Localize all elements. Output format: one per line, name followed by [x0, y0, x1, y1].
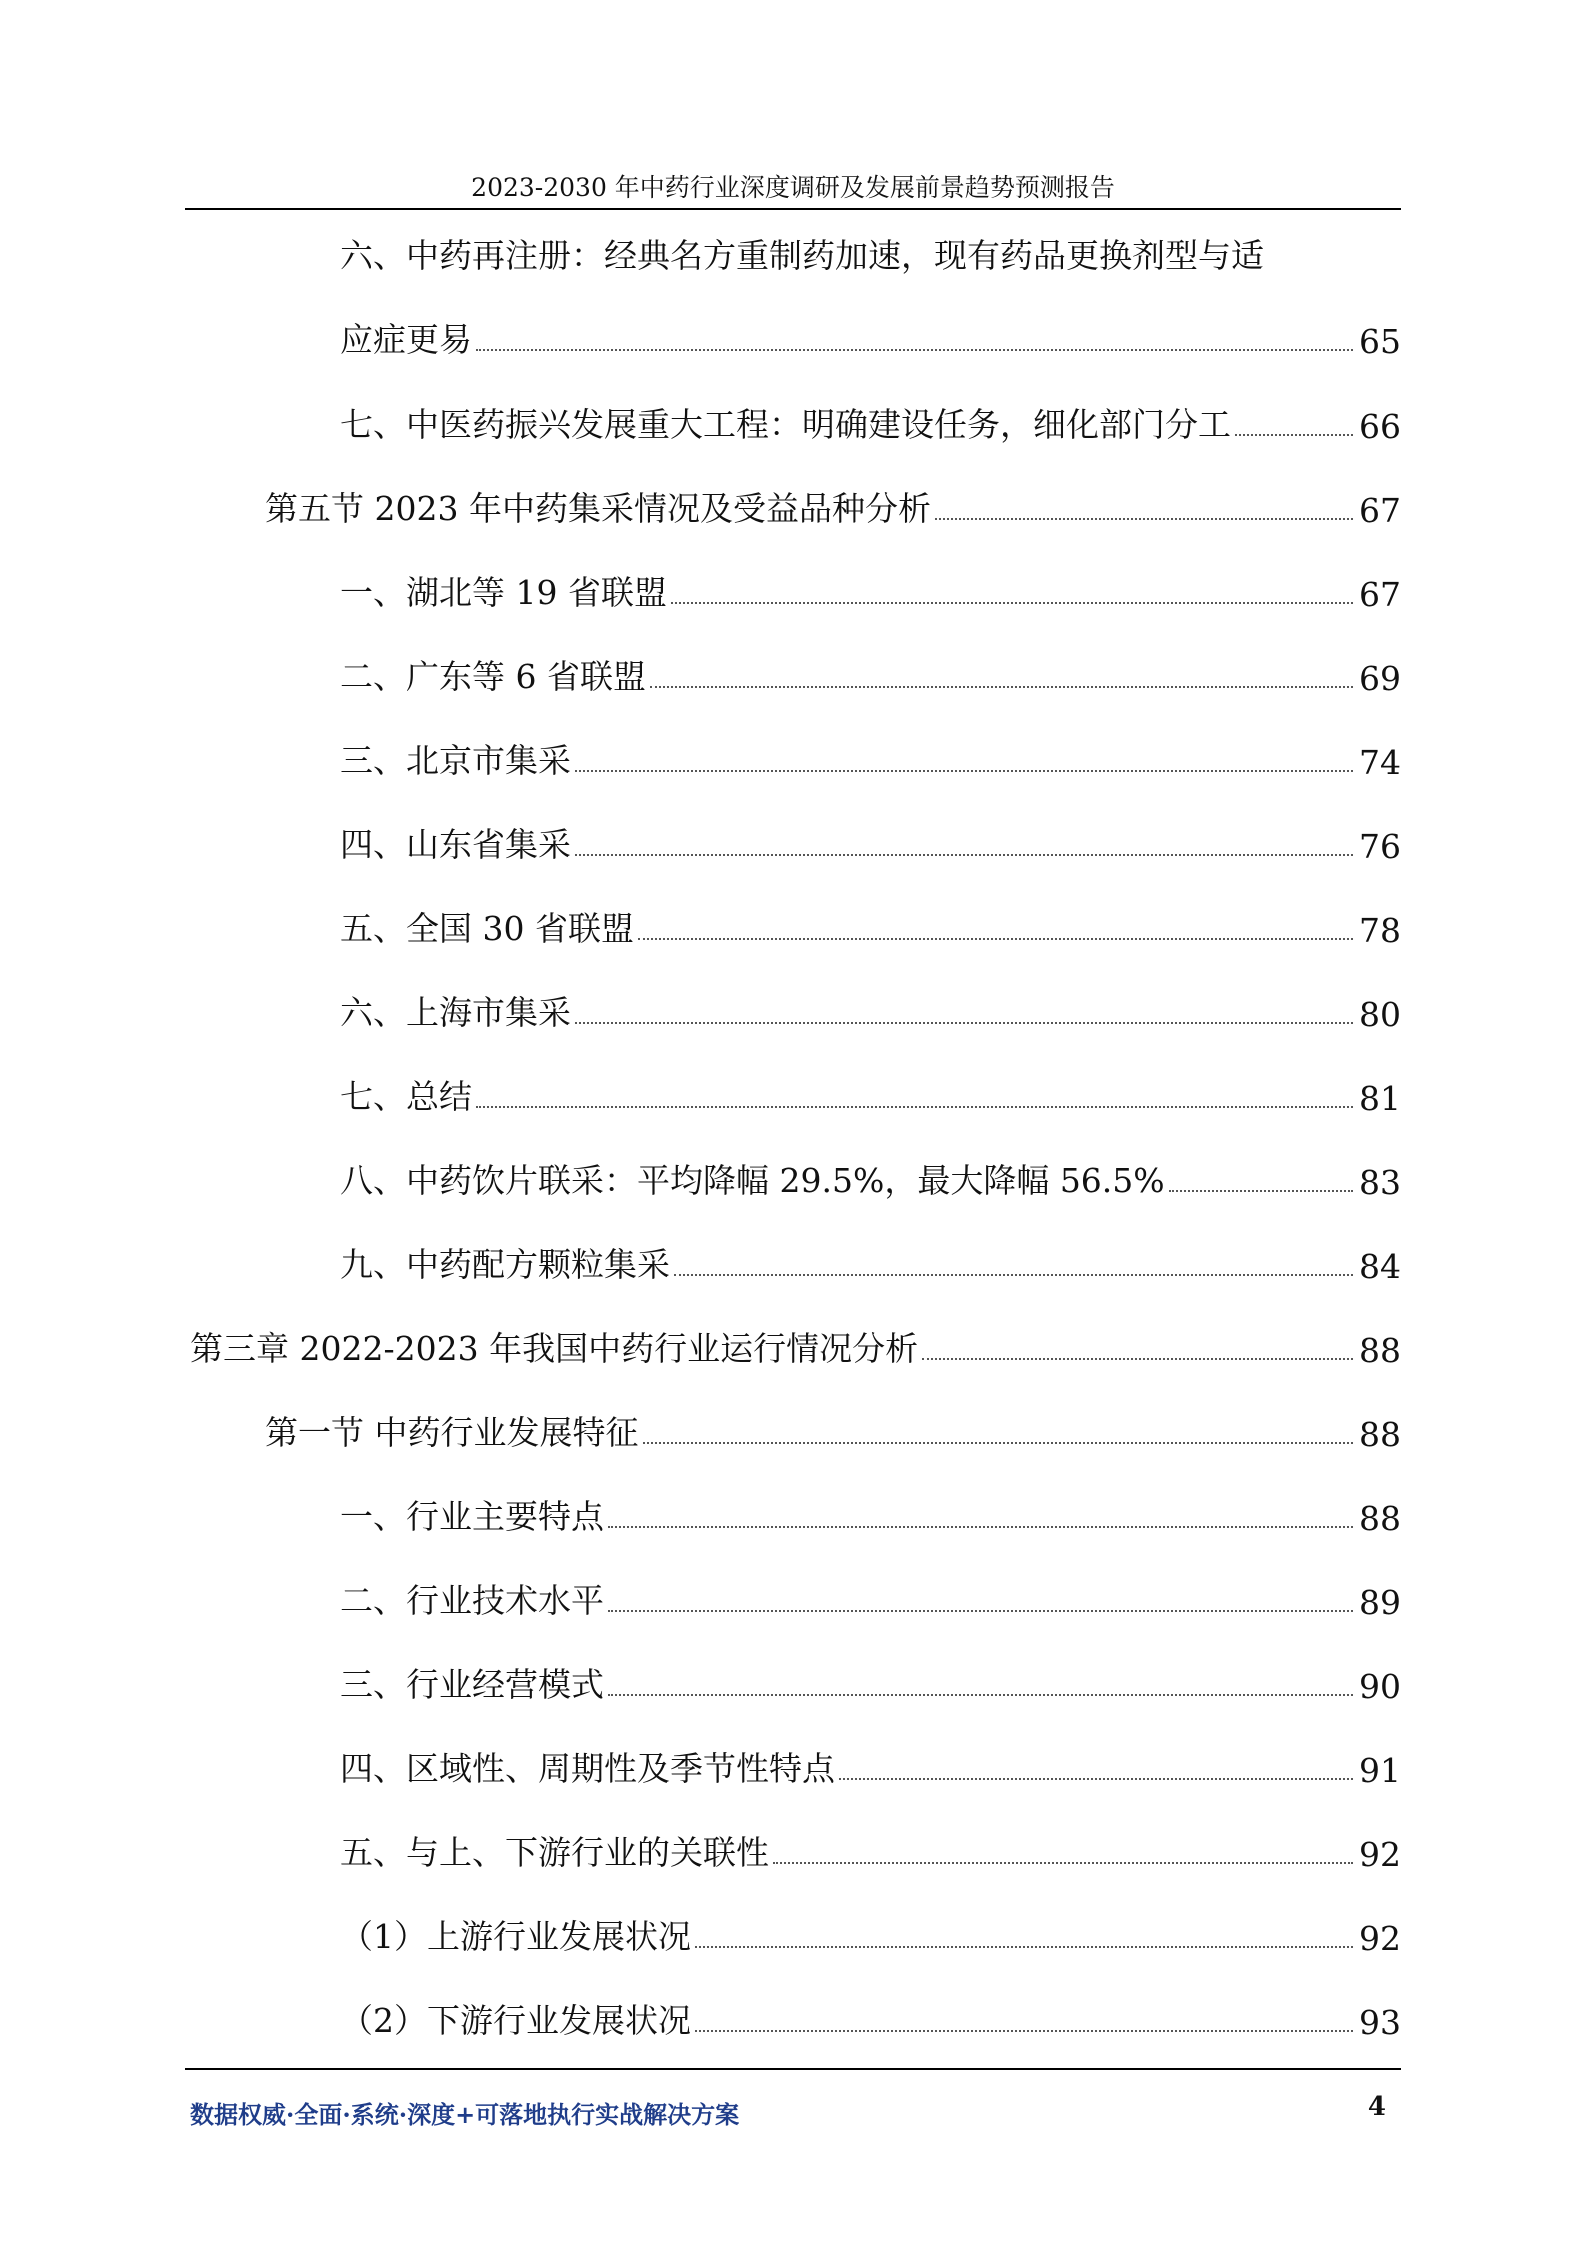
toc-entry[interactable] — [340, 305, 1401, 361]
toc-entry-text: 七、总结 — [340, 1077, 472, 1116]
toc-page-number: 84 — [1359, 1247, 1401, 1286]
toc-entry[interactable] — [340, 390, 1401, 446]
toc-entry[interactable] — [340, 1818, 1401, 1874]
toc-entry[interactable] — [340, 810, 1401, 866]
toc-entry-text: （1）上游行业发展状况 — [340, 1917, 691, 1956]
leader-dots — [608, 1694, 1353, 1696]
leader-dots — [839, 1778, 1353, 1780]
toc-page-number: 92 — [1359, 1835, 1401, 1874]
toc-entry[interactable] — [340, 726, 1401, 782]
toc-page-number: 65 — [1359, 322, 1401, 361]
toc-entry-text: 三、行业经营模式 — [340, 1665, 604, 1704]
toc-page-number: 76 — [1359, 827, 1401, 866]
toc-entry[interactable] — [340, 1902, 1401, 1958]
header-title: 2023-2030 年中药行业深度调研及发展前景趋势预测报告 — [471, 173, 1115, 202]
leader-dots — [695, 1946, 1353, 1948]
toc-entry-text: （2）下游行业发展状况 — [340, 2001, 691, 2040]
toc-entry-text: 六、上海市集采 — [340, 993, 571, 1032]
toc-page-number: 88 — [1359, 1331, 1401, 1370]
leader-dots — [922, 1358, 1353, 1360]
leader-dots — [671, 602, 1353, 604]
toc-page-number: 81 — [1359, 1079, 1401, 1118]
leader-dots — [650, 686, 1353, 688]
leader-dots — [773, 1862, 1353, 1864]
toc-page-number: 90 — [1359, 1667, 1401, 1706]
toc-entry[interactable] — [340, 1062, 1401, 1118]
leader-dots — [476, 1106, 1353, 1108]
toc-entry[interactable] — [340, 978, 1401, 1034]
toc-page-number: 67 — [1359, 491, 1401, 530]
toc-page-number: 67 — [1359, 575, 1401, 614]
toc-page-number: 66 — [1359, 407, 1401, 446]
toc-entry[interactable] — [340, 894, 1401, 950]
leader-dots — [643, 1442, 1354, 1444]
toc-entry-text: 二、行业技术水平 — [340, 1581, 604, 1620]
leader-dots — [638, 938, 1353, 940]
toc-page-number: 80 — [1359, 995, 1401, 1034]
toc-entry[interactable] — [340, 642, 1401, 698]
leader-dots — [575, 1022, 1353, 1024]
toc-page-number: 93 — [1359, 2003, 1401, 2042]
toc-entry-text: 一、行业主要特点 — [340, 1497, 604, 1536]
toc-page-number: 88 — [1359, 1499, 1401, 1538]
toc-entry-text: 二、广东等 6 省联盟 — [340, 657, 646, 696]
toc-entry-text: 九、中药配方颗粒集采 — [340, 1245, 670, 1284]
leader-dots — [674, 1274, 1353, 1276]
leader-dots — [608, 1526, 1353, 1528]
toc-entry-text: 六、中药再注册：经典名方重制药加速，现有药品更换剂型与适 — [340, 236, 1264, 275]
toc-entry[interactable] — [340, 1986, 1401, 2042]
leader-dots — [476, 349, 1353, 351]
toc-entry-text: 第三章 2022-2023 年我国中药行业运行情况分析 — [190, 1329, 919, 1368]
toc-entry-text: 第五节 2023 年中药集采情况及受益品种分析 — [265, 489, 931, 528]
toc-page-number: 69 — [1359, 659, 1401, 698]
toc-page-number: 88 — [1359, 1415, 1401, 1454]
toc-entry-text: 七、中医药振兴发展重大工程：明确建设任务，细化部门分工 — [340, 405, 1231, 444]
toc-page-number: 92 — [1359, 1919, 1401, 1958]
toc-entry-text: 八、中药饮片联采：平均降幅 29.5%，最大降幅 56.5% — [340, 1161, 1165, 1200]
footer-slogan: 数据权威·全面·系统·深度+可落地执行实战解决方案 — [190, 2100, 740, 2129]
toc-entry[interactable] — [340, 1566, 1401, 1622]
leader-dots — [608, 1610, 1353, 1612]
toc-entry[interactable] — [190, 1314, 1401, 1370]
toc-entry[interactable] — [340, 558, 1401, 614]
toc-entry[interactable] — [265, 1398, 1401, 1454]
toc-entry-text: 三、北京市集采 — [340, 741, 571, 780]
header-rule — [185, 208, 1401, 210]
toc-page-number: 89 — [1359, 1583, 1401, 1622]
footer-rule — [185, 2068, 1401, 2070]
toc-entry[interactable] — [340, 1650, 1401, 1706]
page-number: 4 — [1367, 2092, 1386, 2122]
leader-dots — [1169, 1190, 1353, 1192]
toc-entry-text: 四、山东省集采 — [340, 825, 571, 864]
toc-entry-text: 五、与上、下游行业的关联性 — [340, 1833, 769, 1872]
leader-dots — [575, 854, 1353, 856]
toc-entry[interactable] — [340, 1230, 1401, 1286]
toc-entry-text: 四、区域性、周期性及季节性特点 — [340, 1749, 835, 1788]
leader-dots — [575, 770, 1353, 772]
toc-entry-text: 五、全国 30 省联盟 — [340, 909, 634, 948]
leader-dots — [935, 518, 1353, 520]
leader-dots — [1235, 434, 1353, 436]
toc-entry[interactable] — [340, 1734, 1401, 1790]
toc-page-number: 91 — [1359, 1751, 1401, 1790]
leader-dots — [695, 2030, 1353, 2032]
toc-entry-text: 第一节 中药行业发展特征 — [265, 1413, 639, 1452]
toc-entry[interactable] — [340, 1146, 1401, 1202]
toc-page-number: 74 — [1359, 743, 1401, 782]
toc-entry-text: 一、湖北等 19 省联盟 — [340, 573, 667, 612]
toc-entry[interactable] — [265, 474, 1401, 530]
toc-entry-text: 应症更易 — [340, 320, 472, 359]
toc-entry[interactable] — [340, 1482, 1401, 1538]
toc-page-number: 83 — [1359, 1163, 1401, 1202]
toc-page-number: 78 — [1359, 911, 1401, 950]
